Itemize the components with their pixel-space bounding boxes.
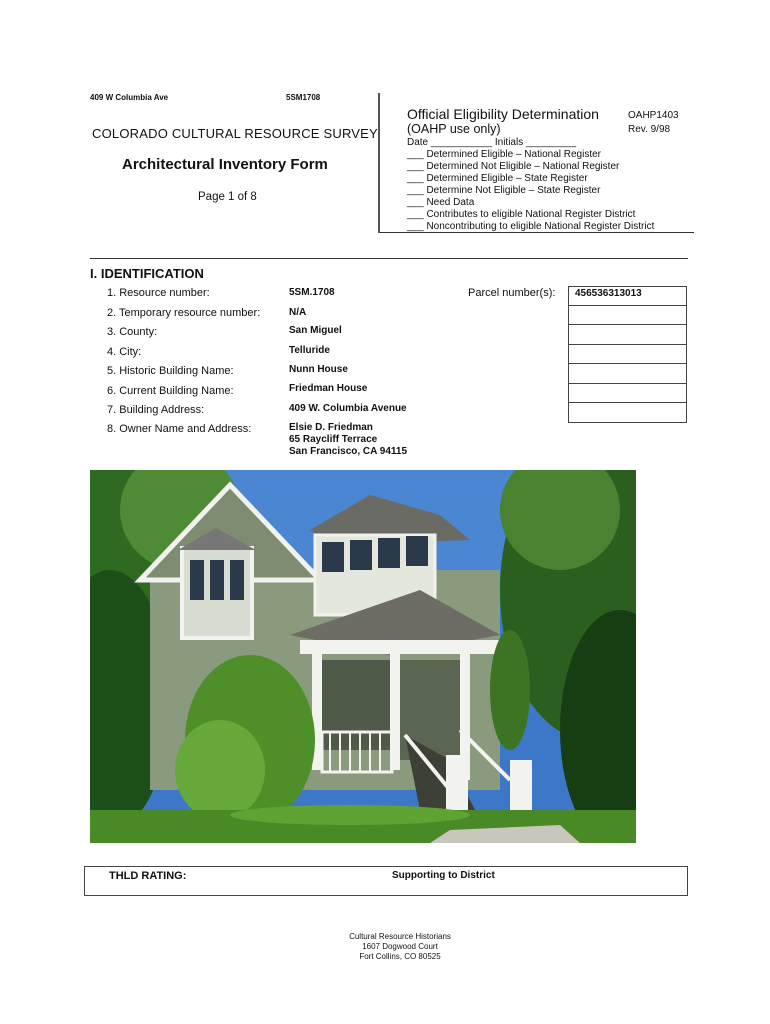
house-photo bbox=[90, 470, 636, 843]
section-number: I. bbox=[90, 266, 98, 281]
resource-number-value: 5SM.1708 bbox=[289, 287, 335, 298]
parcel-table bbox=[568, 286, 687, 423]
oahp-code: OAHP1403 bbox=[628, 110, 679, 121]
section-title: IDENTIFICATION bbox=[100, 266, 204, 281]
section-divider bbox=[90, 258, 688, 259]
oahp-checklist bbox=[407, 137, 654, 233]
house-illustration bbox=[90, 470, 636, 843]
footer-line: 1607 Dogwood Court bbox=[362, 942, 438, 951]
item-label: 4. City: bbox=[107, 345, 142, 358]
oahp-subtitle: (OAHP use only) bbox=[407, 122, 501, 136]
item-label: 8. Owner Name and Address: bbox=[107, 423, 252, 435]
parcel-label: Parcel number(s): bbox=[468, 287, 556, 299]
section-heading bbox=[90, 266, 204, 281]
page-indicator: Page 1 of 8 bbox=[198, 191, 257, 203]
item-label: 3. County: bbox=[107, 326, 158, 338]
form-title: Architectural Inventory Form bbox=[122, 156, 328, 173]
item-label: 2. Temporary resource number: bbox=[107, 306, 261, 319]
owner-line: San Francisco, CA 94115 bbox=[289, 446, 408, 457]
header-address: 409 W Columbia Ave bbox=[90, 93, 169, 102]
survey-name: COLORADO CULTURAL RESOURCE SURVEY bbox=[92, 126, 378, 141]
item-label: 7. Building Address: bbox=[107, 404, 205, 416]
rating-value: Supporting to District bbox=[392, 870, 495, 881]
parcel-cell bbox=[568, 403, 687, 423]
item-label: 6. Current Building Name: bbox=[107, 384, 234, 397]
oahp-option: ___ Noncontributing to eligible National Register District bbox=[407, 221, 655, 232]
parcel-cell bbox=[568, 325, 687, 345]
oahp-option: ___ Need Data bbox=[407, 197, 475, 208]
parcel-cell bbox=[568, 384, 687, 404]
owner-line: Elsie D. Friedman bbox=[289, 422, 373, 433]
oahp-option: ___ Determined Eligible – National Register bbox=[407, 149, 601, 160]
rating-label: THLD RATING: bbox=[109, 870, 187, 882]
oahp-option: ___ Determined Eligible – State Register bbox=[407, 173, 588, 184]
oahp-date-initials: Date ___________ Initials _________ bbox=[407, 137, 577, 148]
footer-line: Fort Collins, CO 80525 bbox=[359, 952, 441, 961]
item-label: 5. Historic Building Name: bbox=[107, 365, 234, 377]
oahp-option: ___ Determined Not Eligible – National Register bbox=[407, 161, 620, 172]
parcel-cell bbox=[568, 306, 687, 326]
header-site-code: 5SM1708 bbox=[286, 93, 321, 102]
owner-value bbox=[289, 422, 407, 458]
county-value: San Miguel bbox=[289, 325, 342, 336]
footer bbox=[0, 932, 770, 962]
oahp-revision: Rev. 9/98 bbox=[628, 124, 671, 135]
parcel-cell bbox=[568, 345, 687, 365]
rating-box bbox=[84, 866, 688, 896]
item-label: 1. Resource number: bbox=[107, 287, 210, 299]
parcel-cell: 456536313013 bbox=[568, 286, 687, 306]
oahp-option: ___ Contributes to eligible National Register District bbox=[407, 209, 636, 220]
address-value: 409 W. Columbia Avenue bbox=[289, 402, 407, 414]
historic-name-value: Nunn House bbox=[289, 363, 348, 375]
oahp-bottom-rule bbox=[380, 232, 694, 233]
owner-line: 65 Raycliff Terrace bbox=[289, 434, 378, 445]
current-name-value: Friedman House bbox=[289, 383, 368, 394]
temp-resource-value: N/A bbox=[289, 306, 307, 318]
parcel-cell bbox=[568, 364, 687, 384]
oahp-option: ___ Determine Not Eligible – State Register bbox=[407, 185, 601, 196]
footer-line: Cultural Resource Historians bbox=[349, 932, 451, 941]
oahp-title: Official Eligibility Determination bbox=[407, 106, 599, 122]
header-divider bbox=[378, 93, 380, 233]
city-value: Telluride bbox=[289, 344, 330, 356]
